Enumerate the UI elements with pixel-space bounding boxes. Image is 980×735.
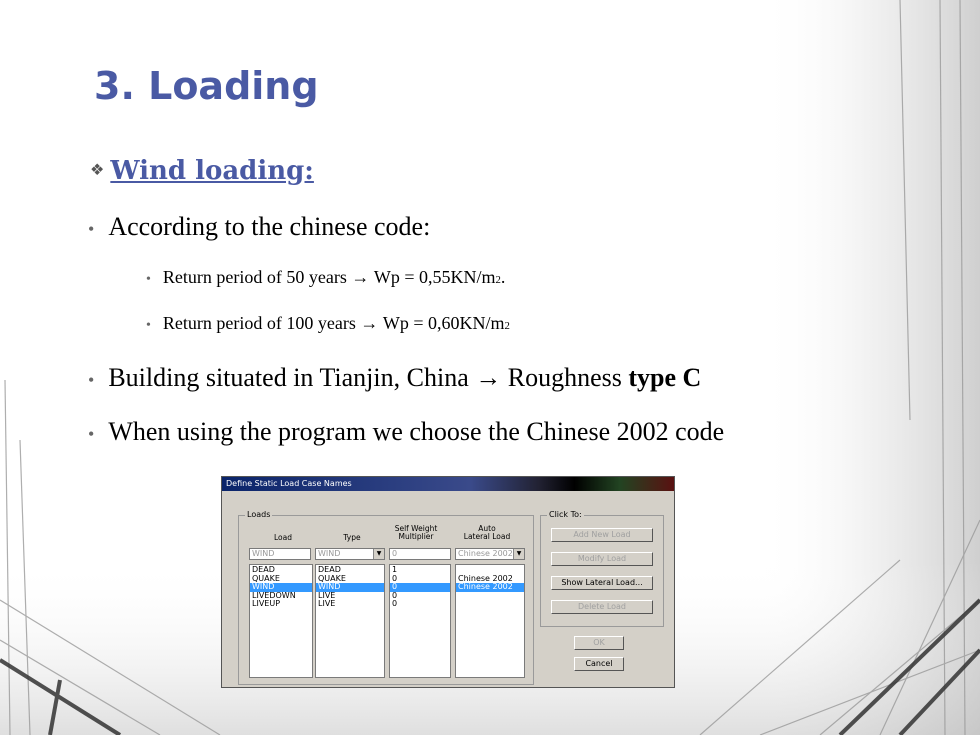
ok-button[interactable]: OK (574, 636, 624, 650)
superscript: 2 (495, 274, 501, 286)
slide-title: 3. Loading (94, 64, 319, 108)
list-item[interactable]: LIVEUP (252, 599, 281, 608)
bullet-dot-icon: • (88, 424, 95, 444)
list-item[interactable] (456, 592, 524, 601)
list-item-selected[interactable]: 0 (390, 583, 450, 592)
list-item[interactable]: 0 (392, 599, 398, 608)
multiplier-input[interactable]: 0 (389, 548, 451, 560)
list-item[interactable]: LIVEDOWN (252, 590, 296, 600)
chevron-down-icon[interactable]: ▼ (513, 549, 524, 559)
list-item[interactable]: LIVE (318, 590, 336, 600)
arrow-icon: → (351, 267, 370, 287)
click-to-group (540, 510, 664, 627)
col-lateral-header-2: Lateral Load (463, 532, 511, 541)
bullet-50-years (146, 267, 505, 288)
wind-loading-heading (90, 156, 314, 186)
loads-group (238, 510, 534, 685)
col-type-header: Type (343, 533, 361, 542)
bullet-text: Return period of 100 years (162, 313, 356, 333)
lateral-load-value: Chinese 2002 (458, 549, 513, 558)
bullet-text: When using the program we choose the Chinese 2002 code (108, 417, 725, 446)
list-item-selected[interactable]: WIND (316, 583, 384, 592)
modify-load-button[interactable]: Modify Load (551, 552, 653, 566)
load-type-select[interactable] (315, 548, 385, 560)
bullet-dot-icon: • (88, 370, 95, 390)
bullet-100-years (146, 313, 510, 334)
delete-load-button[interactable]: Delete Load (551, 600, 653, 614)
bullet-dot-icon: • (88, 219, 95, 239)
list-item[interactable]: DEAD (318, 565, 341, 574)
load-type-value: WIND (318, 549, 341, 558)
bullet-tianjin (88, 363, 701, 393)
arrow-icon: → (475, 363, 502, 392)
bullet-dot-icon: • (146, 272, 151, 287)
bullet-text: Building situated in Tianjin, China (108, 363, 469, 392)
chevron-down-icon[interactable]: ▼ (373, 549, 384, 559)
load-name-input[interactable]: WIND (249, 548, 311, 560)
list-item[interactable]: DEAD (252, 565, 275, 574)
bullet-text-2: Roughness (507, 363, 622, 392)
multiplier-list[interactable] (389, 564, 451, 678)
col-selfweight-header-2: Multiplier (398, 532, 434, 541)
diamond-bullet-icon: ❖ (90, 160, 105, 179)
col-load-header: Load (274, 533, 292, 542)
wind-loading-label: Wind loading: (110, 156, 314, 186)
list-item[interactable]: Chinese 2002 (458, 573, 513, 583)
cancel-button[interactable]: Cancel (574, 657, 624, 671)
list-item[interactable]: QUAKE (318, 573, 346, 583)
dialog-titlebar: Define Static Load Case Names (222, 477, 674, 491)
load-list[interactable] (249, 564, 313, 678)
define-static-load-dialog (221, 476, 675, 688)
list-item-selected[interactable]: WIND (250, 583, 312, 592)
bullet-dot-icon: • (146, 318, 151, 333)
bullet-value: Wp = 0,55KN/m (373, 267, 496, 287)
list-item-selected[interactable]: Chinese 2002 (456, 583, 524, 592)
list-item[interactable]: QUAKE (252, 573, 280, 583)
bullet-text: Return period of 50 years (162, 267, 347, 287)
list-item[interactable]: 1 (392, 565, 398, 574)
lateral-load-select[interactable] (455, 548, 525, 560)
bullet-chinese-2002 (88, 417, 724, 447)
loads-group-label: Loads (247, 510, 271, 519)
type-list[interactable] (315, 564, 385, 678)
bullet-value: Wp = 0,60KN/m (382, 313, 505, 333)
list-item[interactable]: LIVE (318, 599, 336, 608)
superscript: 2 (504, 320, 510, 332)
click-to-label: Click To: (549, 510, 582, 519)
list-item[interactable]: 0 (392, 573, 398, 583)
bullet-emphasis: type C (628, 363, 702, 392)
bullet-chinese-code (88, 212, 430, 242)
bullet-text: According to the chinese code: (108, 212, 431, 241)
list-item[interactable] (456, 600, 524, 609)
col-selfweight-header-1: Self Weight (394, 524, 438, 533)
add-new-load-button[interactable]: Add New Load (551, 528, 653, 542)
arrow-icon: → (360, 313, 379, 333)
list-item[interactable]: 0 (392, 590, 398, 600)
col-lateral-header-1: Auto (478, 524, 496, 533)
show-lateral-load-button[interactable]: Show Lateral Load... (551, 576, 653, 590)
lateral-list[interactable] (455, 564, 525, 678)
period: . (500, 267, 506, 287)
